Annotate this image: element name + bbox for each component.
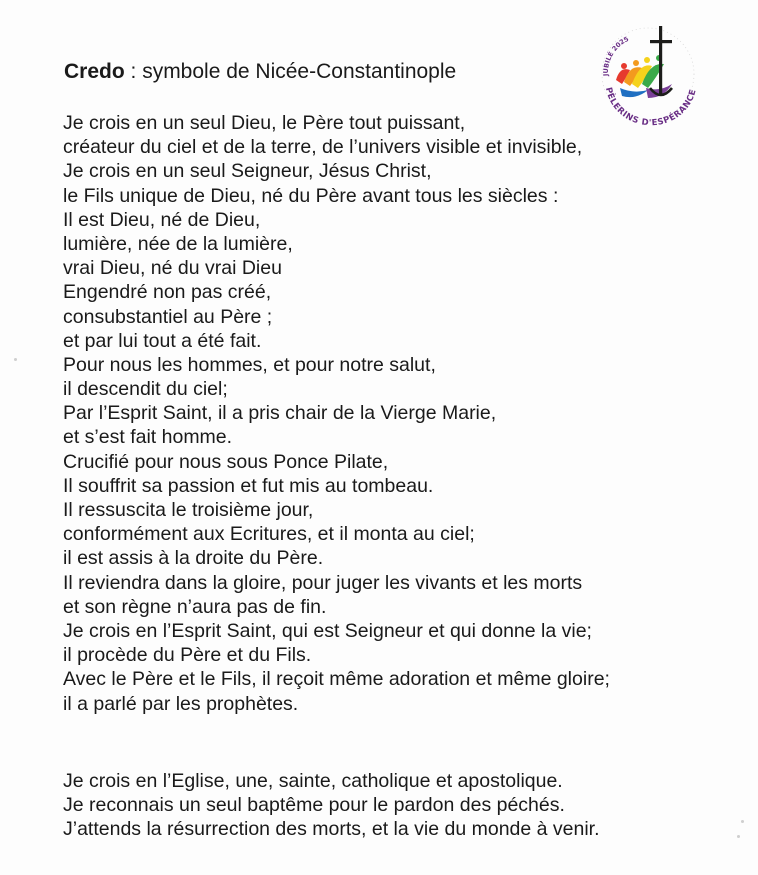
page-title bbox=[64, 59, 456, 85]
creed-line: il procède du Père et du Fils. bbox=[63, 644, 312, 667]
creed-line: consubstantiel au Père ; bbox=[63, 305, 273, 328]
creed-line: Je crois en un seul Seigneur, Jésus Christ, bbox=[63, 160, 432, 183]
creed-line: Il est Dieu, né de Dieu, bbox=[63, 208, 261, 231]
scan-speck bbox=[737, 835, 740, 838]
creed-line: Je crois en un seul Dieu, le Père tout puissant, bbox=[63, 112, 466, 134]
logo-wave-blue bbox=[620, 88, 648, 97]
creed-line: et s’est fait homme. bbox=[63, 426, 233, 449]
logo-head-orange bbox=[633, 60, 639, 66]
closing-line: Je reconnais un seul baptême pour le pardon des péchés. bbox=[63, 794, 565, 817]
creed-line: le Fils unique de Dieu, né du Père avant tous les siècles : bbox=[63, 184, 559, 207]
creed-line: lumière, née de la lumière, bbox=[63, 232, 293, 255]
scan-speck bbox=[741, 820, 744, 823]
creed-line: et par lui tout a été fait. bbox=[63, 329, 262, 352]
creed-line: vrai Dieu, né du vrai Dieu bbox=[63, 257, 282, 280]
closing-line: J’attends la résurrection des morts, et la vie du monde à venir. bbox=[63, 818, 600, 841]
creed-line: il est assis à la droite du Père. bbox=[63, 547, 324, 570]
logo-arc-top-path: JUBILÉ 2025 bbox=[601, 34, 631, 77]
creed-text bbox=[63, 111, 610, 716]
logo-head-yellow bbox=[644, 57, 650, 63]
creed-line: il a parlé par les prophètes. bbox=[63, 692, 299, 715]
creed-line: Pour nous les hommes, et pour notre salut, bbox=[63, 353, 436, 376]
creed-line: il descendit du ciel; bbox=[63, 378, 228, 401]
closing-stanza bbox=[63, 769, 600, 842]
scan-speck bbox=[14, 358, 17, 361]
creed-line: créateur du ciel et de la terre, de l’univers visible et invisible, bbox=[63, 136, 583, 159]
creed-line: Par l’Esprit Saint, il a pris chair de la Vierge Marie, bbox=[63, 402, 497, 425]
cross-anchor-icon bbox=[650, 26, 672, 96]
title-subtitle: : symbole de Nicée-Constantinople bbox=[124, 60, 457, 83]
creed-line: conformément aux Ecritures, et il monta au ciel; bbox=[63, 523, 475, 546]
logo-arc-bottom-path: PÈLERINS D'ESPÉRANCE bbox=[602, 86, 699, 128]
creed-line: Il reviendra dans la gloire, pour juger les vivants et les morts bbox=[63, 571, 583, 594]
title-bold: Credo bbox=[64, 60, 125, 83]
closing-line: Je crois en l’Eglise, une, sainte, catholique et apostolique. bbox=[63, 770, 563, 792]
creed-line: Il souffrit sa passion et fut mis au tombeau. bbox=[63, 474, 434, 497]
logo-figures bbox=[616, 55, 672, 98]
creed-line: Crucifié pour nous sous Ponce Pilate, bbox=[63, 450, 389, 473]
creed-line: Engendré non pas créé, bbox=[63, 281, 272, 304]
creed-line: Il ressuscita le troisième jour, bbox=[63, 499, 314, 521]
creed-line: Avec le Père et le Fils, il reçoit même adoration et même gloire; bbox=[63, 668, 610, 691]
creed-line: Je crois en l’Esprit Saint, qui est Seigneur et qui donne la vie; bbox=[63, 619, 592, 642]
logo-head-red bbox=[621, 63, 627, 69]
creed-line: et son règne n’aura pas de fin. bbox=[63, 595, 327, 618]
